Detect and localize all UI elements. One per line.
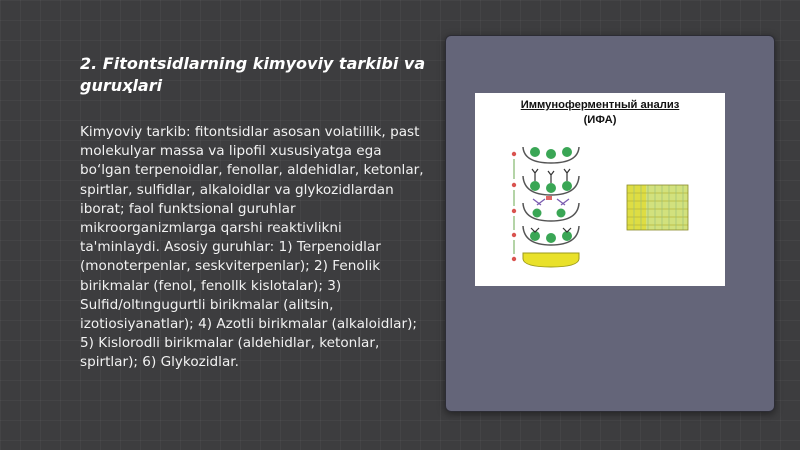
- well-step-1: [523, 147, 579, 163]
- figure-title-line1: Иммуноферментный анализ: [520, 99, 680, 111]
- step-markers: [512, 152, 516, 261]
- elisa-diagram: [475, 93, 725, 286]
- well-step-4: [523, 226, 579, 245]
- slide-title: 2. Fitontsidlarning kimyoviy tarkibi va guruҳlari: [80, 54, 426, 95]
- slide-body-text: Kimyoviy tarkib: fitontsidlar asosan volatillik, past molekulyar massa va lipofil xususiyatga ega bo‘lgan terpenoidlar, fenollar, aldehidlar, ketonlar, spirtlar, sulfidlar, alkaloidlar va glykozidlardan iborat; faol funktsional guruhlar mikroorganizmlarga qarshi reaktivlikni ta'minlaydi. Asosiy guruhlar: 1) Terpenoidlar (monoterpenlar, seskviterpenlar); 2) Fenolik birikmalar (fenol, fenollk kislotalar); 3) Sulfid/oltıngugurtli birikmalar (alitsin, izotiosiyanatlar); 4) Azotli birikmalar (alkaloidlar); 5) Kislorodli birikmalar (aldehidlar, ketonlar, spirtlar); 6) Glykozidlar.: [80, 124, 424, 371]
- microplate: [627, 185, 688, 230]
- elisa-figure: [475, 93, 725, 286]
- well-step-2: [523, 169, 579, 195]
- figure-title-line2: (ИФА): [583, 114, 617, 126]
- well-step-5: [523, 253, 579, 267]
- well-step-3: [523, 196, 579, 221]
